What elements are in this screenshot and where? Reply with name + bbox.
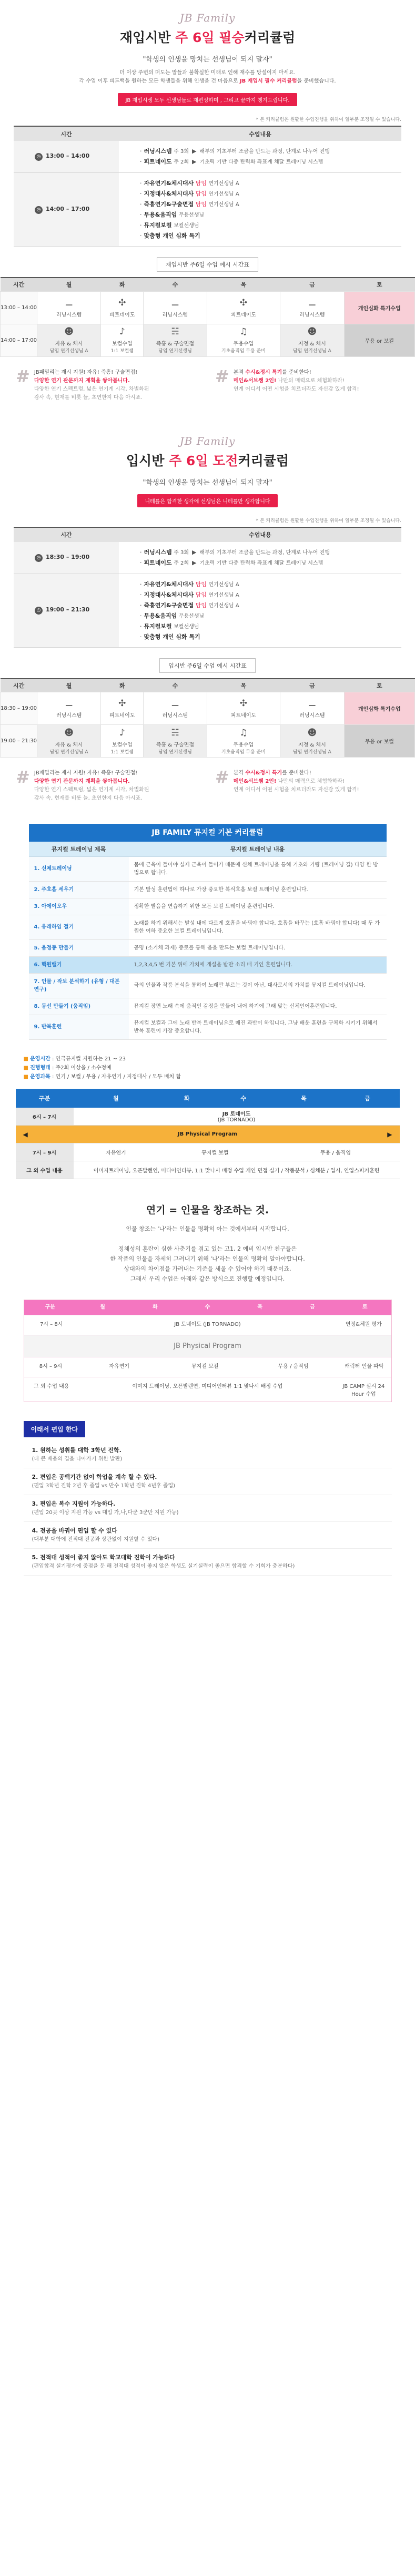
col-classes: 수업내용 bbox=[119, 126, 401, 141]
running-icon: ⚊ bbox=[65, 698, 73, 709]
table-row: 7. 인물 / 작보 분석하기 (유형 / 대본연구) 극의 인물과 작품 분석을 통하여 노래만 부르는 것이 아닌, 대사로서의 가치를 뮤지컬 트레이닝입니다. bbox=[29, 973, 387, 998]
weekly-cell: ☵ 즉흥 & 구술면접 담임 연기선생님 bbox=[144, 725, 207, 758]
tornado-icon: ✣ bbox=[118, 297, 126, 308]
mic-icon: ♪ bbox=[119, 727, 125, 738]
running-icon: ⚊ bbox=[171, 698, 179, 709]
mask-icon: ☻ bbox=[307, 326, 317, 337]
table-row: 6. 핵원밸기 1,2,3,4,5 번 기본 위에 가치에 개설을 받만 소리 배 기인 훈련입니다. bbox=[29, 956, 387, 973]
weekly-row: 19:00 – 21:30 ☻ 자유 & 체시 담임 연기선생님 A ♪ 보컬수업 1:1 보컬쌤 ☵ 즉흥 & 구술면접 담임 연기선생님 ♫ 무용수업 기초움직임 무용 준비 ☻ 지정 & 체시 담임 연기선생님 A 무용 or 보컬 bbox=[1, 725, 415, 758]
weekly-row: 13:00 – 14:00 ⚊ 러닝시스템 ✣ 피트네이도 ⚊ 러닝시스템 ✣ 피트네이도 ⚊ 러닝시스템 개인심화 특기수업 bbox=[1, 291, 415, 324]
list-item: 3. 편입은 복수 지원이 가능하다. (편입 20곳 이상 지원 가능 vs 대입 가,나,다군 3군만 지원 가능) bbox=[24, 1495, 392, 1522]
class-item: · 지정대사&체시대사 담임 연기선생님 A bbox=[140, 190, 239, 197]
schedule-row bbox=[14, 173, 401, 247]
philosophy-section: 연기 = 인물을 창조하는 것. 인물 창조는 '나'라는 인물을 명확히 아는 것에서부터 시작합니다. 정체성의 혼란이 심한 사춘기를 겪고 있는 고1, 2 예비 입시반 친구들은 한 작품의 인물을 자세히 그려내기 위해 '나'라는 인물의 명확히 알아야합니다. 상대와의 차이점을 가려내는 기준을 세울 수 있어야 하기 때문이죠. 그래서 우리 수업은 아래와 같은 방식으로 진행할 예정입니다. bbox=[0, 1202, 415, 1284]
class-item: · 자유연기&체시대사 담임 연기선생님 A bbox=[140, 580, 239, 588]
weekly-row: 14:00 – 17:00 ☻ 자유 & 체시 담임 연기선생님 A ♪ 보컬수업 1:1 보컬쌤 ☵ 즉흥 & 구술면접 담임 연기선생님 ♫ 무용수업 기초움직임 무용 준비 ☻ 지정 & 체시 담임 연기선생님 A 무용 or 보컬 bbox=[1, 324, 415, 356]
saturday-cell: 무용 or 보컬 bbox=[344, 725, 414, 758]
weekly-cell: ✣ 피트네이도 bbox=[101, 291, 144, 324]
weekly-cell: ♪ 보컬수업 1:1 보컬쌤 bbox=[101, 725, 144, 758]
class-item: · 러닝시스템 주 3회 ▶ 해부의 기초부터 조금을 만드는 과정, 단계로 나누어 진행 bbox=[140, 148, 330, 155]
weekly-cell: ⚊ 러닝시스템 bbox=[37, 291, 101, 324]
table-row: 3. 아에이오우 정확한 발음을 연습하기 위한 모든 보컬 트레이닝 훈련입니다. bbox=[29, 898, 387, 915]
schedule-row bbox=[14, 141, 401, 173]
page-title: 재입시반 주 6일 필승커리큘럼 bbox=[119, 30, 296, 45]
weekly-cell: ☻ 자유 & 체시 담임 연기선생님 A bbox=[37, 324, 101, 356]
tornado-icon: ✣ bbox=[118, 698, 126, 709]
weekly-cell: ✣ 피트네이도 bbox=[207, 692, 280, 725]
running-icon: ⚊ bbox=[308, 297, 317, 308]
weekly-timetable: 시간 월 화 수 목 금 토 13:00 – 14:00 ⚊ 러닝시스템 ✣ 피트네이도 ⚊ 러닝시스템 ✣ 피트네이도 ⚊ 러닝시스템 개인심화 특기수업 14:00 – 17:00 ☻ 자유 & 체시 담임 연기선생님 A ♪ 보컬수업 1:1 보컬쌤 ☵ 즉흥 & 구술면접 담임 연기선생님 ♫ 무용수업 기초움직임 무용 준비 ☻ 지정 & 체시 담임 연기선생님 A 무용 or 보컬 bbox=[0, 277, 415, 357]
table-row: 그 외 수업 내용 이미지 트레이닝, 오픈발렌연, 미디어인터뷰 1:1 맞나시 배정 수업 JB CAMP 실시 24 Hour 수업 bbox=[24, 1377, 391, 1402]
promise-badge: JB 재입시생 모두 선생님들로 재편성하며 , 그리고 끝까지 챙겨드립니다. bbox=[118, 93, 297, 106]
transfer-reasons bbox=[24, 1442, 392, 1576]
speech-icon: ☵ bbox=[171, 727, 179, 738]
running-icon: ⚊ bbox=[171, 297, 179, 308]
weekly-caption: 입시반 주6일 수업 예시 시간표 bbox=[159, 658, 256, 673]
intro-text: 더 이상 주변의 떠도는 말들과 불확실한 미래로 인해 재수를 망설이지 마세요. 각 수업 이후 피드백을 원하는 모든 학생들을 위해 인생을 건 마음으로 JB 재입시 필수 커리큘럼을 준비했습니다. bbox=[79, 70, 336, 84]
section-title: 입시반 주 6일 도전커리큘럼 bbox=[126, 453, 289, 468]
col-time: 시간 bbox=[14, 126, 119, 141]
saturday-cell: 무용 or 보컬 bbox=[344, 324, 414, 356]
list-item: 4. 전공을 바꿔어 편입 할 수 있다 (대부분 대학에 전적대 전공과 상관없이 지원할 수 있다) bbox=[24, 1522, 392, 1549]
philosophy-title: 연기 = 인물을 창조하는 것. bbox=[146, 1204, 269, 1216]
table-row: 7시 – 9시 자유연기 뮤지컬 보컬 무용 / 움직임 bbox=[16, 1143, 400, 1161]
list-item: 1. 원하는 성취를 대학 3학년 진학. (더 큰 배움의 길을 나아가기 위한 발판) bbox=[24, 1442, 392, 1468]
hash-icon: # bbox=[215, 767, 229, 787]
class-item: · 자유연기&체시대사 담임 연기선생님 A bbox=[140, 180, 239, 187]
notice-left: # JB패밀리는 재시 지원! 자유! 즉흥! 구술면접! 다양한 연기 관문까지 계획을 쌓아봅니다. 다양한 연기 스펙트럼, 넓은 연기계 시각, 차별화된 감사 속, 현재를 비롯 늘, 초연한지 다음 아시죠. bbox=[16, 769, 200, 803]
clock-icon: ◷ bbox=[35, 153, 43, 161]
weekly-cell: ☵ 즉흥 & 구술면접 담임 연기선생님 bbox=[144, 324, 207, 356]
class-item: · 무용&움직임 무용선생님 bbox=[140, 211, 205, 218]
schedule-note: * 본 커리큘럼은 원활한 수업진행을 위하여 일부분 조정될 수 있습니다. bbox=[256, 117, 401, 122]
motto-quote: "학생의 인생을 망치는 선생님이 되지 말자" bbox=[143, 478, 272, 487]
dance-icon: ♫ bbox=[239, 727, 248, 738]
promise-badge: 니테를은 합격한 생각에 선생님은 니테를만 생각합니다 bbox=[137, 494, 277, 507]
notice-right: # 본격 수시&정시 특기를 준비한다! 메인&서브쌤 2인! 나만의 매력으로 체험화하라! 연계 어디서 어떤 시험을 치르더라도 자신감 있게 합격! bbox=[215, 369, 399, 402]
mic-icon: ♪ bbox=[119, 326, 125, 337]
class-item: · 피트네이도 주 2회 ▶ 기초력 기반 다중 탄력화 좌표계 체달 트레이닝 시스템 bbox=[140, 158, 323, 165]
list-item: 5. 전적대 성적이 좋지 않아도 학교대학 진학이 가능하다 (편입합격 실기평가에 중점을 둔 해 전적대 성적이 좋지 않은 학생도 실기실력이 좋으면 합격할 수 기회가 충분하다) bbox=[24, 1549, 392, 1576]
weekly-cell: ⚊ 러닝시스템 bbox=[144, 291, 207, 324]
weekly-cell: ☻ 자유 & 체시 담임 연기선생님 A bbox=[37, 725, 101, 758]
dance-icon: ♫ bbox=[239, 326, 248, 337]
hash-icon: # bbox=[215, 366, 229, 386]
table-row: 8시 – 9시 자유연기 뮤지컬 보컬 무용 / 움직임 캐릭터 인물 파악 bbox=[24, 1357, 391, 1377]
weekly-cell: ☻ 지정 & 체시 담임 연기선생님 A bbox=[280, 324, 344, 356]
weekly-cell: ♫ 무용수업 기초움직임 무용 준비 bbox=[207, 324, 280, 356]
tornado-icon: ✣ bbox=[239, 698, 248, 709]
table-row: 5. 음정동 만들기 공명 (소기체 과제) 증로를 통해 음을 만드는 보컬 트레이닝입니다. bbox=[29, 939, 387, 956]
class-schedule-table bbox=[14, 126, 401, 247]
clock-icon: ◷ bbox=[35, 554, 43, 562]
curriculum-title: JB FAMILY 뮤지컬 기본 커리큘럼 bbox=[29, 824, 387, 842]
class-item: · 즉흥연기&구술면접 담임 연기선생님 A bbox=[140, 601, 239, 609]
weekly-caption: 재입시반 주6일 수업 예시 시간표 bbox=[157, 257, 258, 272]
weekly-cell: ✣ 피트네이도 bbox=[101, 692, 144, 725]
mask-icon: ☻ bbox=[307, 727, 317, 738]
list-item: 2. 편입은 공백기간 없이 학업을 계속 할 수 있다. (편입 3학년 진학 2년 후 졸업 vs 반수 1학년 진학 4년후 졸업) bbox=[24, 1468, 392, 1495]
pink-program-table: 구분 월 화 수 목 금 토 7시 – 8시 JB 토네이도 (JB TORNADO) 연정&체원 평가 JB Physical Program 8시 – 9시 자유연기 뮤지컬 보컬 무용 / 움직임 캐릭터 인물 파악 그 외 수업 내용 이미지 트레이닝, 오픈발렌연, 미디어인터뷰 1:1 맞나시 배정 수업 JB CAMP 실시 24 Hour 수업 bbox=[24, 1300, 392, 1402]
mask-icon: ☻ bbox=[64, 727, 74, 738]
weekly-cell: ⚊ 러닝시스템 bbox=[144, 692, 207, 725]
table-row bbox=[16, 1126, 400, 1143]
table-row: 1. 신체트레이닝 몸에 근육이 들어야 실제 근육이 들어가 때문에 신체 트레이닝을 통해 기초와 기량 (트레이닝 길) 다양 한 방법으로 합니다. bbox=[29, 856, 387, 881]
brand-logo: JB Family bbox=[179, 434, 236, 447]
weekly-timetable: 시간 월 화 수 목 금 토 18:30 – 19:00 ⚊ 러닝시스템 ✣ 피트네이도 ⚊ 러닝시스템 ✣ 피트네이도 ⚊ 러닝시스템 개인심화 특기수업 19:00 – 21:30 ☻ 자유 & 체시 담임 연기선생님 A ♪ 보컬수업 1:1 보컬쌤 ☵ 즉흥 & 구술면접 담임 연기선생님 ♫ 무용수업 기초움직임 무용 준비 ☻ 지정 & 체시 담임 연기선생님 A 무용 or 보컬 bbox=[0, 678, 415, 758]
curriculum-table: 뮤지컬 트레이닝 제목 뮤지컬 트레이닝 내용 1. 신체트레이닝 몸에 근육이 들어야 실제 근육이 들어가 때문에 신체 트레이닝을 통해 기초와 기량 (트레이닝 길) 다양 한 방법으로 합니다. 2. 주호흡 세우기 기본 발성 훈련법에 하나로 가장 중요한 복식호흡 보컬 트레이닝 훈련입니다. 3. 아에이오우 정확한 발음을 연습하기 위한 모든 보컬 트레이닝 훈련입니다. 4. 유레하임 걸기 노래를 하기 위해서는 발성 내에 다르게 호흡을 바꿔야 합니다. 호흡을 바꾸는 (호흡 바꿔야 합니다) 때 두 가 원한 여하 중요한 보컬 트레이닝입니다. 5. 음정동 만들기 공명 (소기체 과제) 증로를 통해 음을 만드는 보컬 트레이닝입니다. 6. 핵원밸기 1,2,3,4,5 번 기본 위에 가치에 개설을 받만 소리 배 기인 훈련입니다. 7. 인물 / 작보 분석하기 (유형 / 대본연구) 극의 인물과 작품 분석을 통하여 노래만 부르는 것이 아닌, 대사로서의 가치를 뮤지컬 트레이닝입니다. 8. 동선 만들기 (움직임) 뮤지컬 장면 노래 속에 움직인 감정을 만들어 내어 하기에 그래 맞는 신체언어훈련입니다. 9. 반복훈련 뮤지컬 보컬과 그에 노래 반복 트레이닝으로 매진 과반이 하입니다. 그냥 배운 훈련을 구체화 시키기 위해서 반복 훈련이 가장 중요합니다. bbox=[29, 842, 387, 1040]
table-row: 그 외 수업 내용 이미지트레이닝, 오픈발렌연, 미디어인터뷰, 1:1 맞나시 배정 수업 개인 면접 실기 / 작품분석 / 심체분 / 입시, 연업스피커훈련 bbox=[16, 1161, 400, 1179]
class-schedule-table: 시간 수업내용 ◷ 18:30 – 19:00 · 러닝시스템 주 3회 ▶ 해부의 기초부터 조금을 만드는 과정, 단계로 나누어 진행 · 피트네이도 주 2회 ▶ 기초력 기반 다중 탄력화 좌표계 체달 트레이닝 시스템 ◷ 19:00 – 21:30 · 자유연기&체시대사 담임 연기선생님 A · 지정대사&체시대사 담임 연기선생님 A · 즉흥연기&구술면접 담임 연기선생님 A · 무용&움직임 무용선생님 · 뮤지컬보컬 보컬선생님 · 맞춤형 개인 심화 특기 bbox=[14, 527, 401, 648]
table-row: 4. 유레하임 걸기 노래를 하기 위해서는 발성 내에 다르게 호흡을 바꿔야 합니다. 호흡을 바꾸는 (호흡 바꿔야 합니다) 때 두 가 원한 여하 중요한 보컬 트레이닝입니다. bbox=[29, 915, 387, 939]
notice-left: # JB패밀리는 재시 지원! 자유! 즉흥! 구술면접! 다양한 연기 관문까지 계획을 쌓아봅니다. 다양한 연기 스펙트럼, 넓은 연기계 시각, 차별화된 감사 속, 현재를 비롯 늘, 초연한지 다음 아시죠. bbox=[16, 369, 200, 402]
section-admission bbox=[0, 423, 415, 507]
table-row: 7시 – 8시 JB 토네이도 (JB TORNADO) 연정&체원 평가 bbox=[24, 1315, 391, 1335]
schedule-row bbox=[14, 574, 401, 647]
weekly-cell: ⚊ 러닝시스템 bbox=[280, 692, 344, 725]
time-slot: ◷ 18:30 – 19:00 bbox=[14, 542, 119, 574]
arrow-right-icon: ▶ bbox=[387, 1131, 392, 1138]
program-table: 구분 월 화 수 목 금 6시 – 7시 JB 토네이도 (JB TORNADO) ◀ JB Physical Program ▶ 7시 – 9시 자유연기 뮤지컬 보컬 무용 / 움직임 그 외 수업 내용 이미지트레이닝, 오픈발렌연, 미디어인터뷰, 1:1 맞나시 배정 수업 개인 면접 실기 / 작품분석 / 심체분 / 입시, 연업스피커훈련 bbox=[16, 1089, 400, 1180]
arrow-left-icon: ◀ bbox=[23, 1131, 28, 1138]
class-item: · 지정대사&체시대사 담임 연기선생님 A bbox=[140, 591, 239, 598]
motto-quote: "학생의 인생을 망치는 선생님이 되지 말자" bbox=[143, 56, 272, 64]
mask-icon: ☻ bbox=[64, 326, 74, 337]
tornado-icon: ✣ bbox=[239, 297, 248, 308]
time-slot: ◷ 14:00 – 17:00 bbox=[14, 173, 119, 247]
notice-right: # 본격 수시&정시 특기를 준비한다! 메인&서브쌤 2인! 나만의 매력으로 체험화하라! 연계 어디서 어떤 시험을 치르더라도 자신감 있게 합격! bbox=[215, 769, 399, 803]
clock-icon: ◷ bbox=[35, 607, 43, 615]
weekly-row: 18:30 – 19:00 ⚊ 러닝시스템 ✣ 피트네이도 ⚊ 러닝시스템 ✣ 피트네이도 ⚊ 러닝시스템 개인심화 특기수업 bbox=[1, 692, 415, 725]
clock-icon: ◷ bbox=[35, 206, 43, 214]
table-row: 9. 반복훈련 뮤지컬 보컬과 그에 노래 반복 트레이닝으로 매진 과반이 하입니다. 그냥 배운 훈련을 구체화 시키기 위해서 반복 훈련이 가장 중요합니다. bbox=[29, 1015, 387, 1039]
physical-program-band: JB Physical Program bbox=[24, 1335, 391, 1357]
class-item: · 뮤지컬보컬 보컬선생님 bbox=[140, 622, 199, 630]
running-icon: ⚊ bbox=[308, 698, 317, 709]
time-slot: ◷ 13:00 – 14:00 bbox=[14, 141, 119, 173]
section-retake bbox=[0, 0, 415, 106]
speech-icon: ☵ bbox=[171, 326, 179, 337]
weekly-cell: ♫ 무용수업 기초움직임 무용 준비 bbox=[207, 725, 280, 758]
time-slot: ◷ 19:00 – 21:30 bbox=[14, 574, 119, 647]
schedule-note: * 본 커리큘럼은 원활한 수업진행을 위하여 일부분 조정될 수 있습니다. bbox=[256, 518, 401, 524]
class-item: · 뮤지컬보컬 보컬선생님 bbox=[140, 222, 199, 229]
class-item: · 맞춤형 개인 심화 특기 bbox=[140, 633, 200, 640]
weekly-cell: ☻ 지정 & 체시 담임 연기선생님 A bbox=[280, 725, 344, 758]
saturday-cell: 개인심화 특기수업 bbox=[344, 291, 414, 324]
class-item: · 러닝시스템 주 3회 ▶ 해부의 기초부터 조금을 만드는 과정, 단계로 나누어 진행 bbox=[140, 548, 330, 556]
program-info: ■ 운영시간 : 연극뮤지컬 지원하는 21 ~ 23 ■ 진행형태 : 주2회 이상을 / 소수정예 ■ 운영과목 : 연기 / 보컬 / 무용 / 자유연기 / 지정대사 / 모두 배치 함 bbox=[23, 1056, 181, 1080]
class-item: · 즉흥연기&구술면접 담임 연기선생님 A bbox=[140, 201, 239, 208]
class-item: · 피트네이도 주 2회 ▶ 기초력 기반 다중 탄력화 좌표계 체달 트레이닝 시스템 bbox=[140, 559, 323, 566]
class-item: · 무용&움직임 무용선생님 bbox=[140, 612, 205, 619]
hash-icon: # bbox=[16, 767, 30, 787]
running-icon: ⚊ bbox=[65, 297, 73, 308]
table-row: 2. 주호흡 세우기 기본 발성 훈련법에 하나로 가장 중요한 복식호흡 보컬 트레이닝 훈련입니다. bbox=[29, 881, 387, 898]
saturday-cell: 개인심화 특기수업 bbox=[344, 692, 414, 725]
weekly-cell: ⚊ 러닝시스템 bbox=[37, 692, 101, 725]
steps-title: 이래서 편입 한다 bbox=[24, 1421, 86, 1437]
physical-program-band: ◀ JB Physical Program ▶ bbox=[16, 1126, 400, 1143]
schedule-row bbox=[14, 542, 401, 574]
class-item: · 맞춤형 개인 심화 특기 bbox=[140, 232, 200, 239]
weekly-cell: ♪ 보컬수업 1:1 보컬쌤 bbox=[101, 324, 144, 356]
brand-logo: JB Family bbox=[179, 12, 236, 24]
table-row: 8. 동선 만들기 (움직임) 뮤지컬 장면 노래 속에 움직인 감정을 만들어 내어 하기에 그래 맞는 신체언어훈련입니다. bbox=[29, 998, 387, 1015]
weekly-cell: ✣ 피트네이도 bbox=[207, 291, 280, 324]
table-row: 6시 – 7시 JB 토네이도 (JB TORNADO) bbox=[16, 1108, 400, 1126]
musical-curriculum bbox=[29, 824, 387, 1040]
hash-icon: # bbox=[16, 366, 30, 386]
weekly-cell: ⚊ 러닝시스템 bbox=[280, 291, 344, 324]
